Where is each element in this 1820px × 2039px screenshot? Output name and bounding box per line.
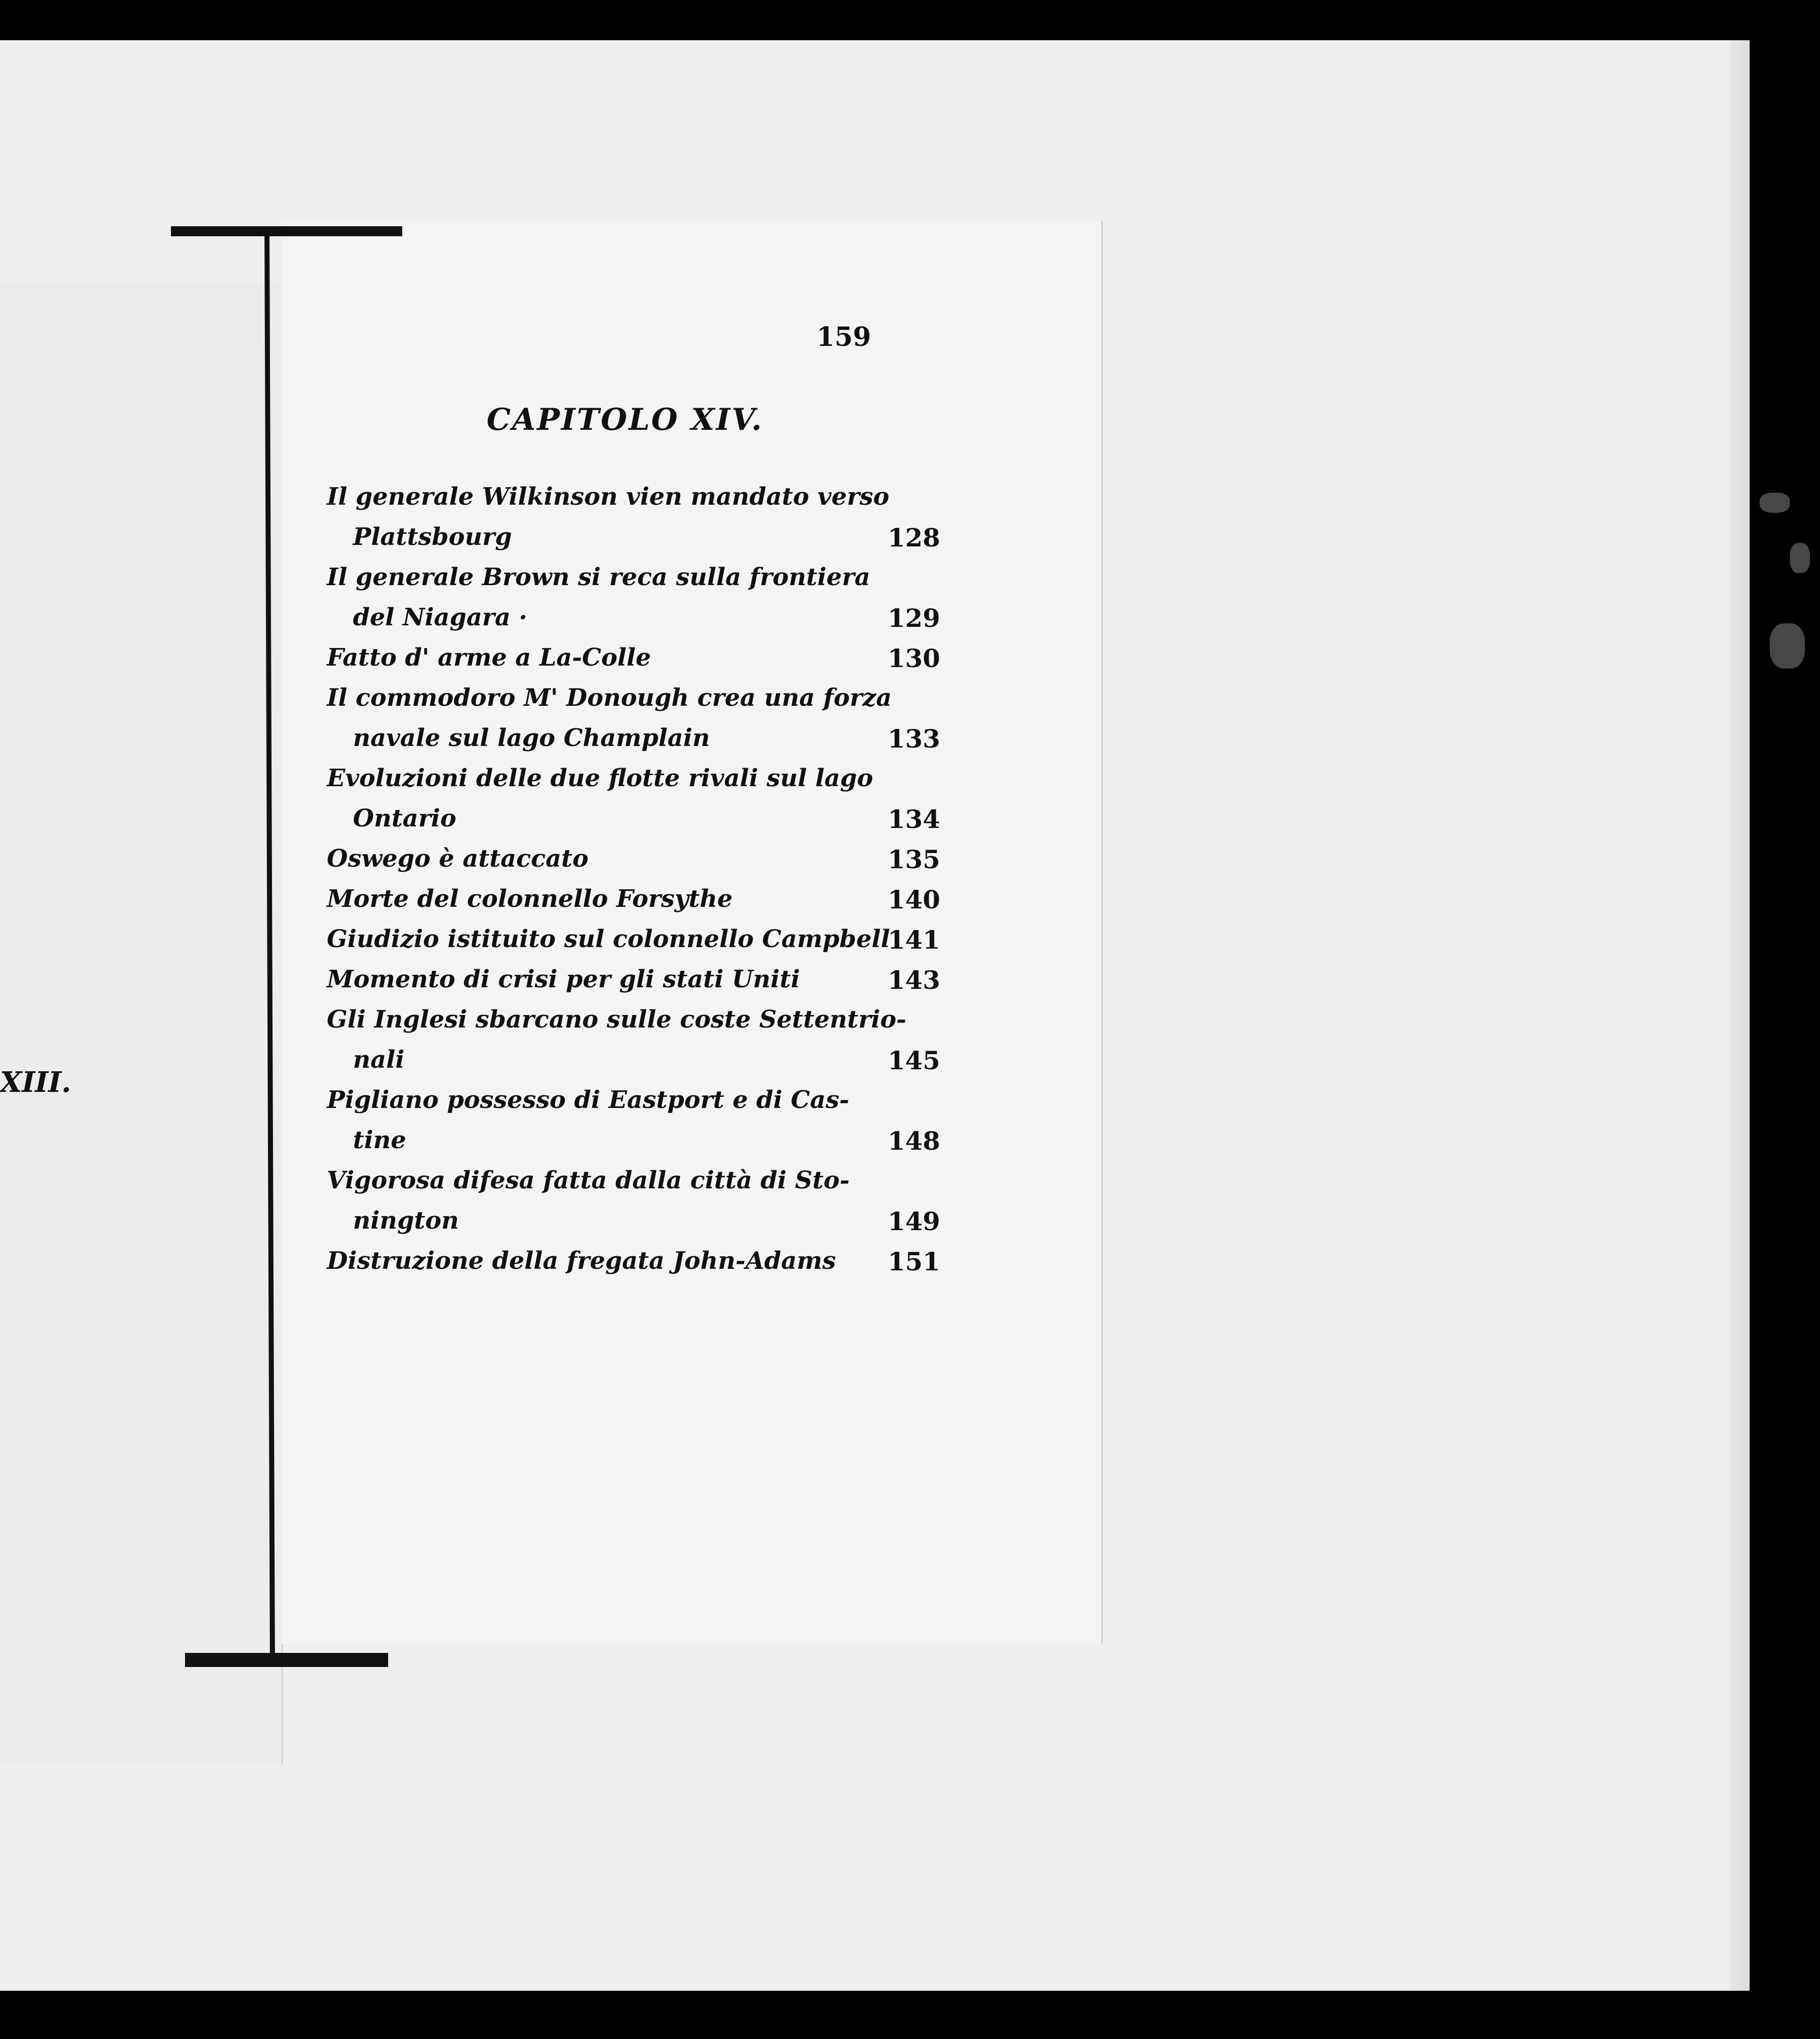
toc-entry-line (327, 523, 940, 563)
toc-entry-line (327, 643, 940, 684)
toc-entry-page: 133 (887, 724, 940, 754)
toc-entry-text: Giudizio istituito sul colonnello Campbell (327, 925, 890, 953)
toc-entry-line (327, 603, 940, 643)
scan-speck (1760, 493, 1790, 513)
toc-entry-page: 141 (887, 925, 940, 955)
toc-entry-page: 128 (887, 523, 940, 552)
toc-entry-text: Pigliano possesso di Eastport e di Cas- (327, 1086, 850, 1114)
toc-entry-line (327, 845, 940, 885)
toc-entry-line (327, 804, 940, 845)
page-number: 159 (816, 322, 871, 352)
page-edge (1730, 40, 1750, 1991)
toc-entry-text: Il generale Brown si reca sulla frontiera (327, 563, 870, 591)
toc-entry-page: 130 (887, 643, 940, 673)
toc-entry-page: 134 (887, 804, 940, 834)
toc-entry-line (327, 1005, 940, 1046)
previous-page (0, 282, 283, 1765)
toc-entry-text: Morte del colonnello Forsythe (327, 885, 733, 913)
toc-entry-line (327, 684, 940, 724)
toc-entry-page: 145 (887, 1046, 940, 1075)
toc-entry-text: Ontario (353, 804, 457, 832)
previous-chapter-heading: XIII. (0, 1066, 71, 1099)
toc-entry-text: Il commodoro M' Donough crea una forza (327, 684, 892, 712)
toc-entry-text: Evoluzioni delle due flotte rivali sul lago (327, 764, 873, 792)
toc-entry-text: Plattsbourg (353, 523, 512, 551)
chapter-title: CAPITOLO XIV. (486, 402, 764, 437)
clamp-bottom-bar (185, 1653, 388, 1667)
toc-entry-line (327, 563, 940, 603)
toc-entry-text: navale sul lago Champlain (353, 724, 710, 752)
toc-entry-page: 135 (887, 845, 940, 874)
toc-entry-text: Vigorosa difesa fatta dalla città di Sto- (327, 1166, 850, 1194)
toc-entry-text: del Niagara · (353, 603, 527, 631)
toc-entry-line (327, 965, 940, 1005)
toc-entry-line (327, 925, 940, 965)
toc-entry-line (327, 1046, 940, 1086)
toc-entry-line (327, 885, 940, 925)
toc-entry-text: Momento di crisi per gli stati Uniti (327, 965, 800, 993)
toc-entry-page: 149 (887, 1207, 940, 1236)
toc-entry-line (327, 483, 940, 523)
scan-speck (1770, 623, 1805, 669)
toc-entry-text: tine (353, 1126, 406, 1154)
toc-entry-text: Fatto d' arme a La-Colle (327, 643, 651, 672)
toc-entry-line (327, 1086, 940, 1126)
toc-entry-page: 148 (887, 1126, 940, 1156)
toc-entry-page: 129 (887, 603, 940, 633)
toc-entry-text: Gli Inglesi sbarcano sulle coste Settentrio- (327, 1005, 906, 1034)
toc-entry-text: Il generale Wilkinson vien mandato verso (327, 483, 889, 511)
toc-entry-line (327, 1166, 940, 1207)
toc-entry-line (327, 764, 940, 804)
toc-entry-page: 143 (887, 965, 940, 995)
toc-entry-text: Distruzione della fregata John-Adams (327, 1247, 836, 1275)
toc-entry-line (327, 1207, 940, 1247)
toc-entry-text: Oswego è attaccato (327, 845, 589, 873)
toc-entry-line (327, 1247, 940, 1287)
clamp-top-bar (171, 226, 402, 236)
toc-entry-text: nali (353, 1046, 405, 1074)
toc-entry-page: 151 (887, 1247, 940, 1276)
toc-entry-text: nington (353, 1207, 459, 1235)
table-of-contents-page (282, 221, 1103, 1644)
scan-speck (1790, 543, 1810, 573)
toc-entry-line (327, 724, 940, 764)
toc-entry-line (327, 1126, 940, 1166)
toc-entry-page: 140 (887, 885, 940, 914)
